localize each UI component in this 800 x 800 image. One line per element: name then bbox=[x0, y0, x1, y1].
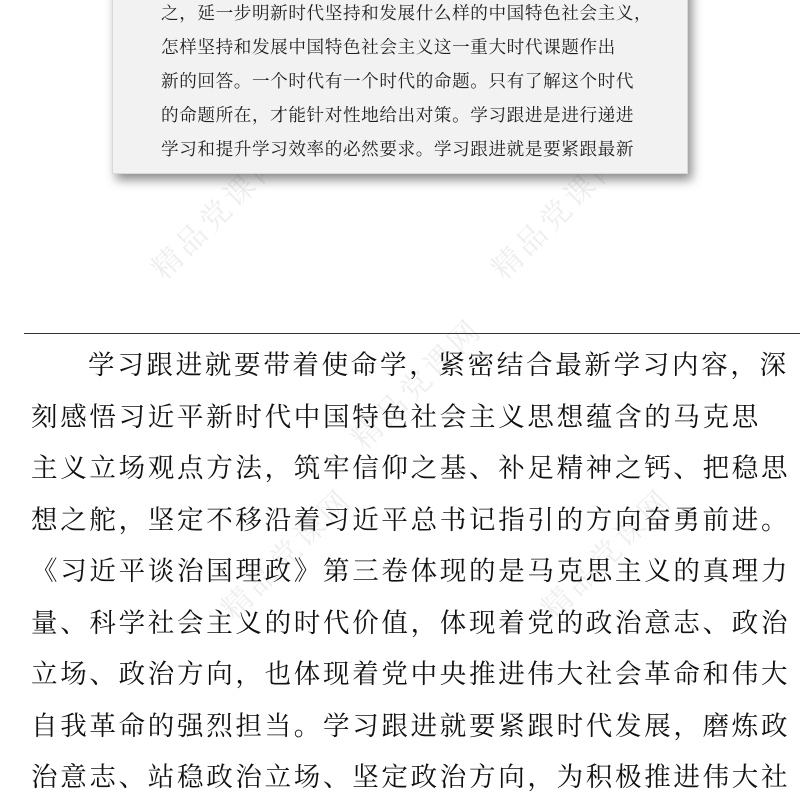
body-text-line: 量、科学社会主义的时代价值，体现着党的政治意志、政治 bbox=[31, 607, 791, 639]
card-text-line bbox=[161, 167, 661, 174]
body-text-line: 想之舵，坚定不移沿着习近平总书记指引的方向奋勇前进。 bbox=[31, 504, 791, 536]
watermark: 精品党课网 bbox=[344, 311, 490, 457]
watermark: 精品党课网 bbox=[484, 141, 630, 287]
watermark: 精品党课网 bbox=[214, 481, 360, 627]
card-text-line: 的命题所在，才能针对性地给出对策。学习跟进是进行递进 bbox=[161, 106, 635, 126]
body-text-line: 立场、政治方向，也体现着党中央推进伟大社会革命和伟大 bbox=[31, 659, 791, 690]
body-text-line: 自我革命的强烈担当。学习跟进就要紧跟时代发展，磨炼政 bbox=[31, 710, 791, 742]
body-paragraph bbox=[31, 340, 800, 800]
quote-card-text bbox=[161, 0, 661, 174]
body-text-line: 学习跟进就要带着使命学，紧密结合最新学习内容，深 bbox=[88, 350, 789, 381]
body-text-line: 治意志、站稳政治立场、坚定政治方向，为积极推进伟大社 bbox=[31, 762, 791, 793]
watermark: 精品党课网 bbox=[144, 141, 290, 287]
card-text-line: 新的回答。一个时代有一个时代的命题。只有了解这个时代 bbox=[161, 72, 635, 92]
watermark: 精品党课网 bbox=[534, 481, 680, 627]
body-text-line: 刻感悟习近平新时代中国特色社会主义思想蕴含的马克思 bbox=[31, 401, 761, 433]
card-text-line: 之，延一步明新时代坚持和发展什么样的中国特色社会主义， bbox=[161, 4, 653, 24]
card-text-line: 怎样坚持和发展中国特色社会主义这一重大时代课题作出 bbox=[161, 38, 616, 58]
body-text-line: 《习近平谈治国理政》第三卷体现的是马克思主义的真理力 bbox=[31, 556, 791, 587]
section-divider bbox=[24, 333, 800, 334]
body-text-line: 主义立场观点方法，筑牢信仰之基、补足精神之钙、把稳思 bbox=[31, 453, 791, 484]
quote-card bbox=[112, 0, 688, 174]
card-text-line: 学习和提升学习效率的必然要求。学习跟进就是要紧跟最新 bbox=[161, 140, 635, 160]
